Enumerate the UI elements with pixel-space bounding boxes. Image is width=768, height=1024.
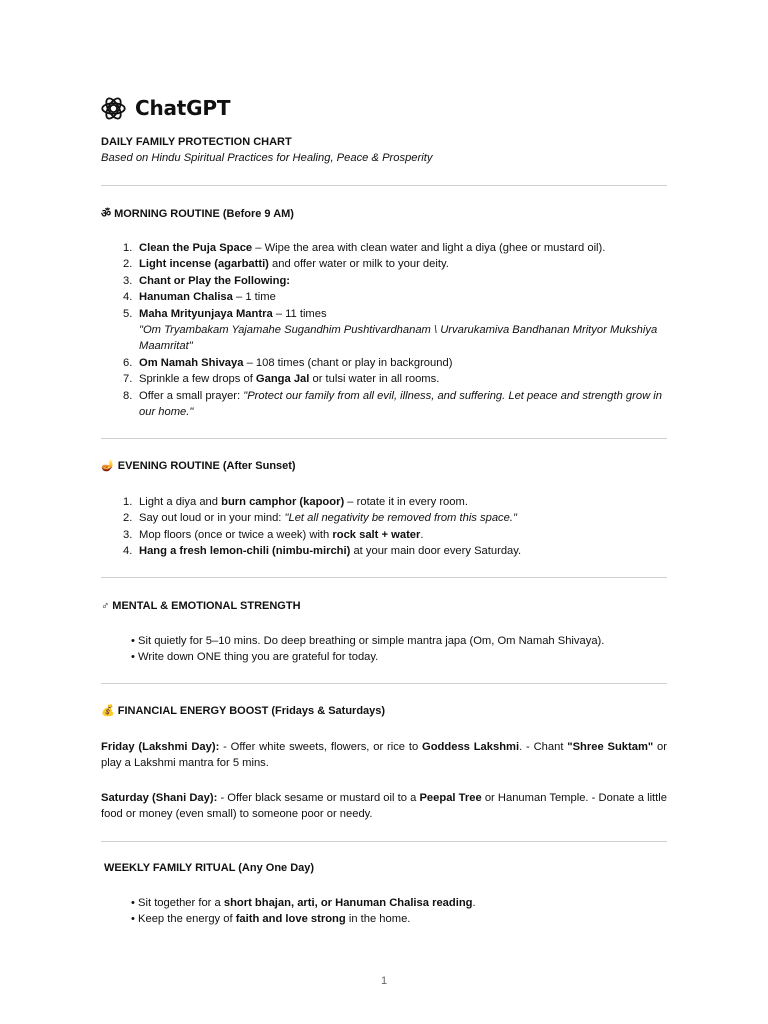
morning-list xyxy=(101,240,667,420)
friday-paragraph: Friday (Lakshmi Day): - Offer white sweets, flowers, or rice to Goddess Lakshmi. - Chant "Shree Suktam" or play a Lakshmi mantra for 5 mins. xyxy=(101,741,668,770)
list-item: 1. Light a diya and burn camphor (kapoor) – rotate it in every room. xyxy=(123,496,468,508)
list-item: 6. Om Namah Shivaya – 108 times (chant or play in background) xyxy=(123,356,453,369)
financial-heading: 💰 FINANCIAL ENERGY BOOST (Fridays & Saturdays) xyxy=(101,705,386,717)
brand-name: ChatGPT xyxy=(135,95,231,120)
openai-icon xyxy=(100,95,127,122)
list-item: 2. Say out loud or in your mind: "Let all negativity be removed from this space." xyxy=(123,512,517,525)
list-item: 4. Hang a fresh lemon-chili (nimbu-mirchi) at your main door every Saturday. xyxy=(123,545,522,558)
divider xyxy=(101,841,667,842)
list-item: 3. Chant or Play the Following: xyxy=(123,274,291,287)
divider xyxy=(101,185,667,186)
list-item: • Sit quietly for 5–10 mins. Do deep breathing or simple mantra japa (Om, Om Namah Shivaya). xyxy=(131,635,605,647)
list-item: 3. Mop floors (once or twice a week) with rock salt + water. xyxy=(123,528,424,541)
page-number: 1 xyxy=(380,975,388,987)
mental-heading: ♂ MENTAL & EMOTIONAL STRENGTH xyxy=(101,600,301,612)
morning-heading: ॐ MORNING ROUTINE (Before 9 AM) xyxy=(101,208,294,220)
weekly-list xyxy=(101,895,667,928)
mental-list xyxy=(101,633,667,666)
list-item: 8. Offer a small prayer: "Protect our family from all evil, illness, and suffering. Let peace and strength grow in our home." xyxy=(123,389,662,419)
weekly-heading: WEEKLY FAMILY RITUAL (Any One Day) xyxy=(104,862,315,874)
list-item: 1. Clean the Puja Space – Wipe the area with clean water and light a diya (ghee or mustard oil). xyxy=(123,242,606,254)
evening-heading: 🪔 EVENING ROUTINE (After Sunset) xyxy=(101,460,296,472)
divider xyxy=(101,438,667,439)
saturday-paragraph: Saturday (Shani Day): - Offer black sesame or mustard oil to a Peepal Tree or Hanuman Temple. - Donate a little food or money (even small) to someone poor or needy. xyxy=(101,792,667,821)
evening-list xyxy=(101,494,667,560)
list-item: 4. Hanuman Chalisa – 1 time xyxy=(123,291,276,304)
divider xyxy=(101,577,667,578)
chatgpt-logo xyxy=(100,93,230,123)
document-subtitle: Based on Hindu Spiritual Practices for Healing, Peace & Prosperity xyxy=(101,152,433,164)
mantra-text: "Om Tryambakam Yajamahe Sugandhim Pushtivardhanam \ Urvarukamiva Bandhanan Mrityor Mukshiya Maamritat" xyxy=(139,324,658,353)
document-title: DAILY FAMILY PROTECTION CHART xyxy=(101,136,292,148)
list-item: 5. Maha Mrityunjaya Mantra – 11 times "Om Tryambakam Yajamahe Sugandhim Pushtivardhanam \ Urvarukamiva Bandhanan Mrityor Mukshiya Maamritat" xyxy=(101,306,667,355)
list-item: 7. Sprinkle a few drops of Ganga Jal or tulsi water in all rooms. xyxy=(123,373,440,386)
divider xyxy=(101,683,667,684)
list-item: • Sit together for a short bhajan, arti, or Hanuman Chalisa reading. xyxy=(131,897,476,909)
list-item: 2. Light incense (agarbatti) and offer water or milk to your deity. xyxy=(123,258,449,271)
list-item: • Write down ONE thing you are grateful for today. xyxy=(131,651,379,664)
list-item: • Keep the energy of faith and love strong in the home. xyxy=(131,913,411,926)
